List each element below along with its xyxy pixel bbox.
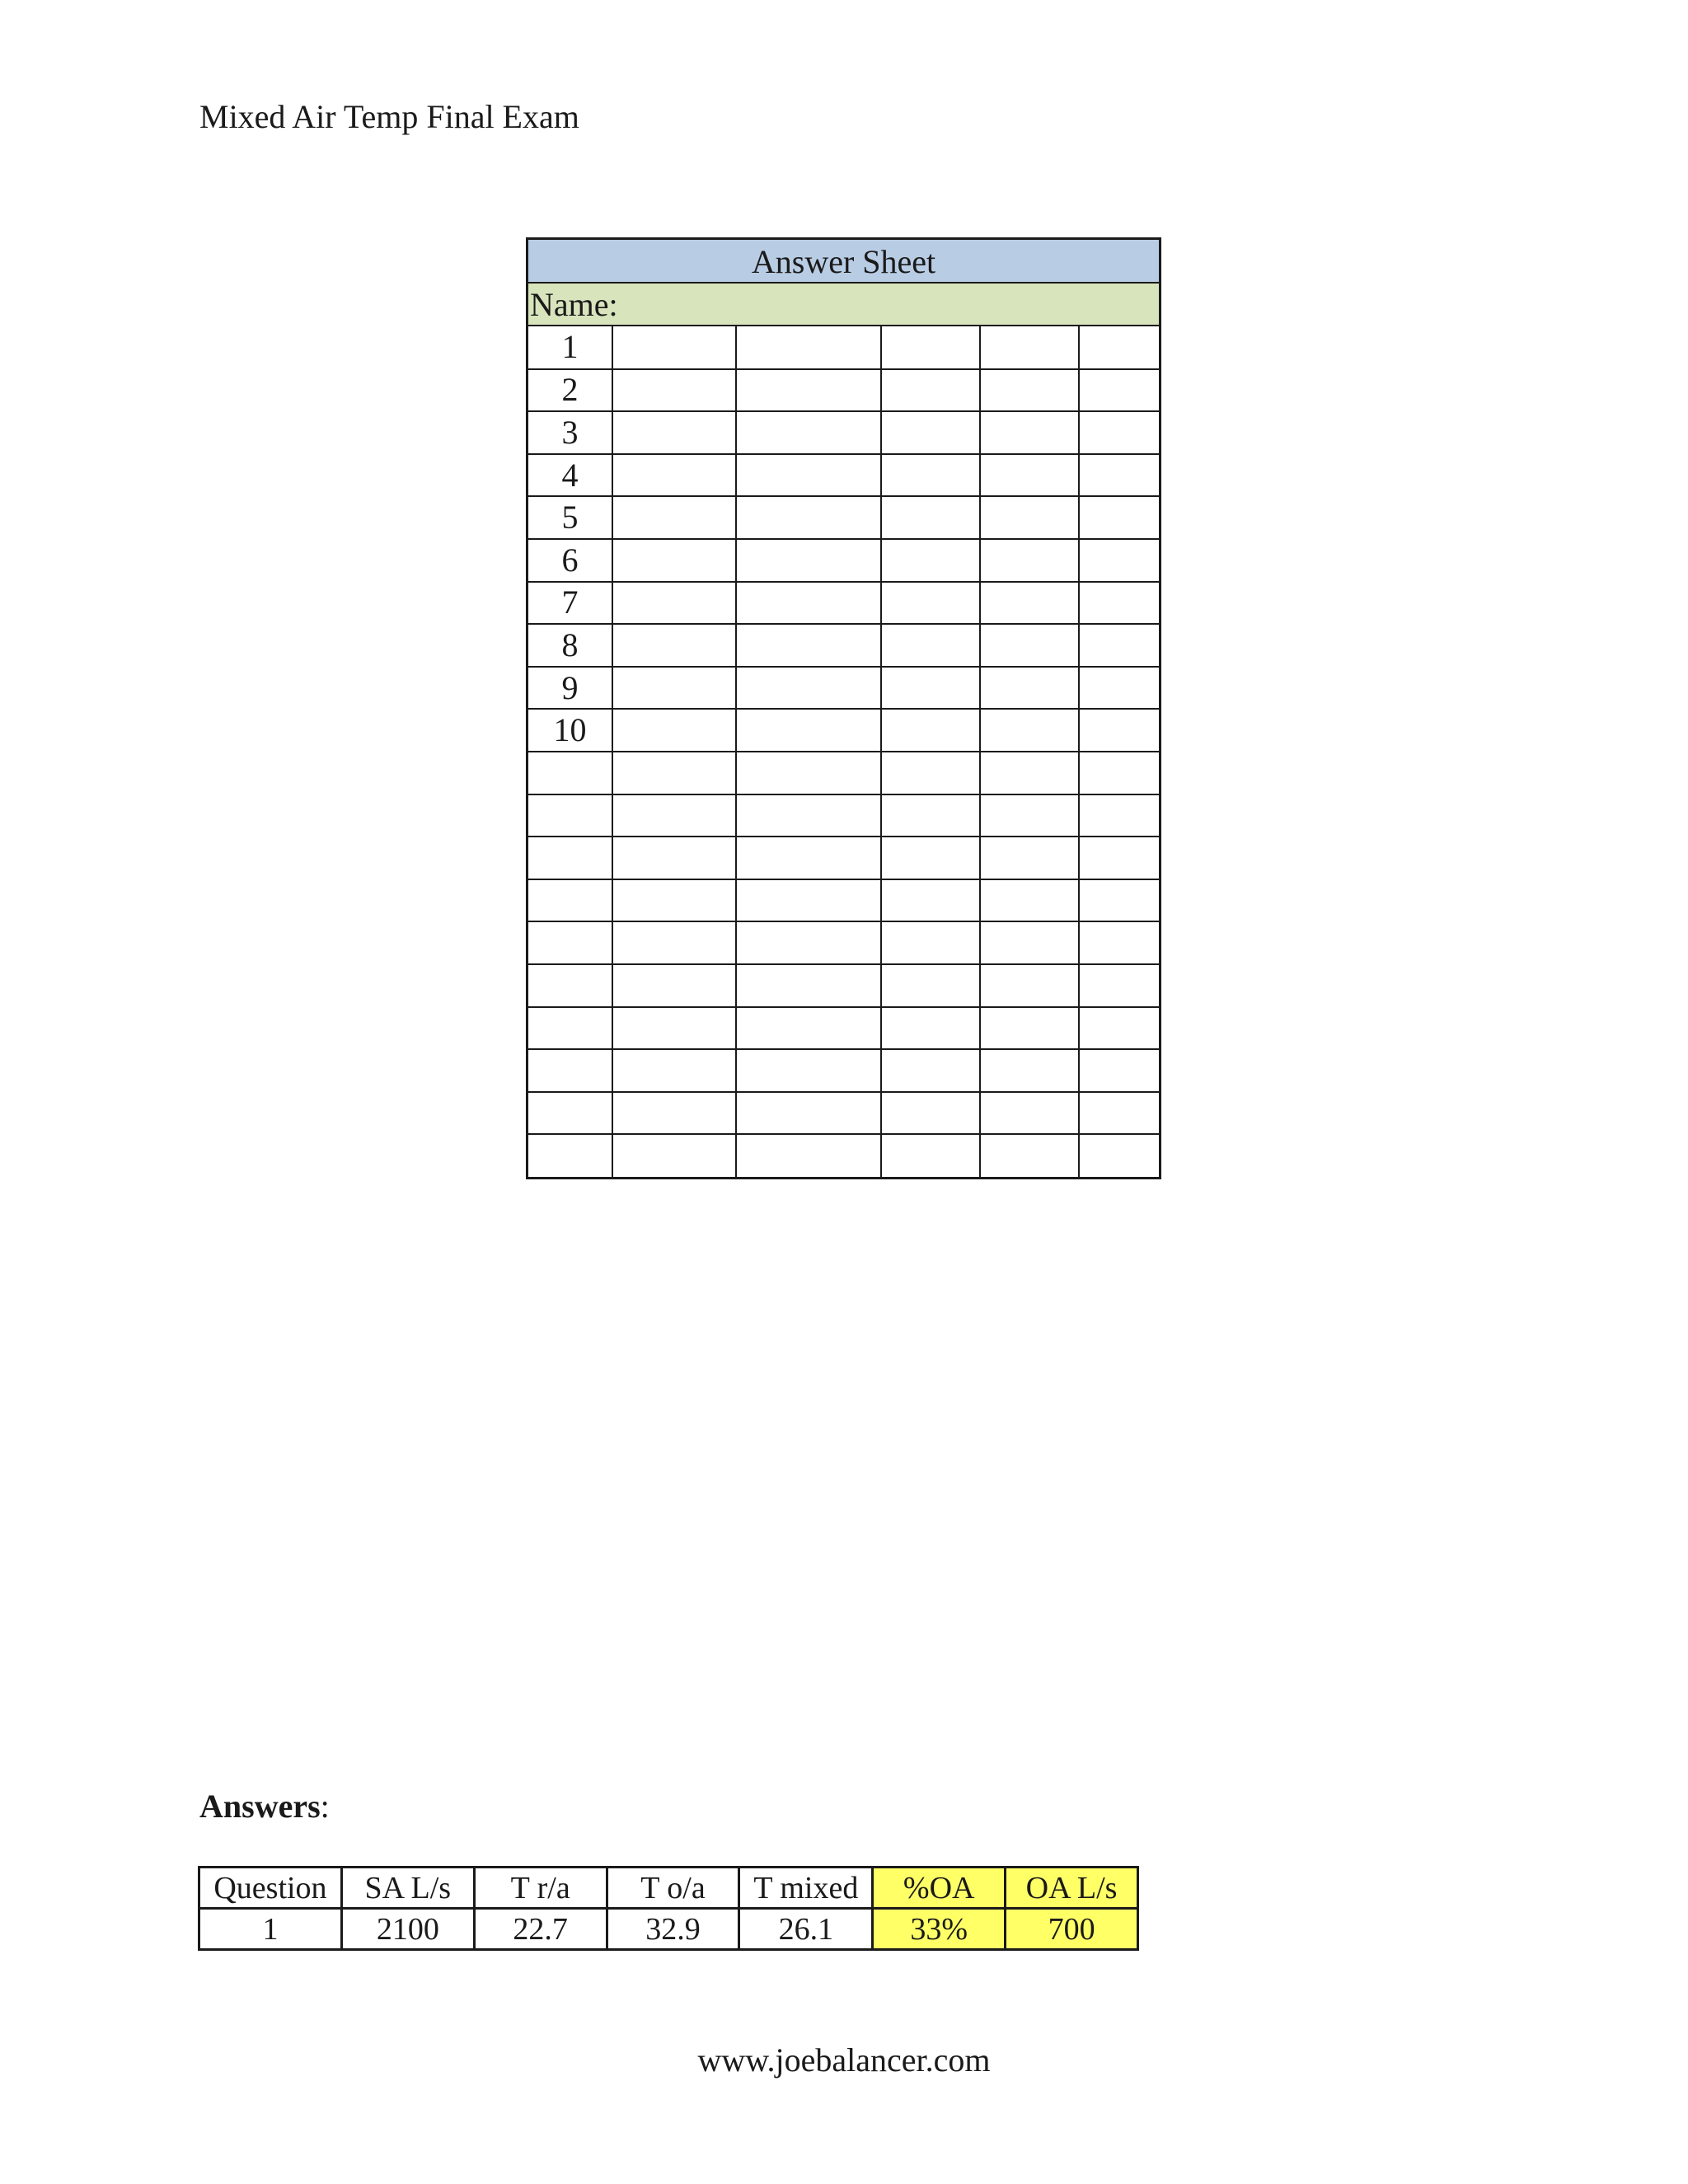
row-number <box>528 879 612 922</box>
row-number: 8 <box>528 624 612 667</box>
answer-cell <box>881 411 980 454</box>
answer-sheet-row <box>528 1049 1159 1092</box>
row-number <box>528 752 612 794</box>
answer-cell <box>612 1049 736 1092</box>
answers-cell: 1 <box>199 1909 342 1950</box>
answer-cell <box>980 582 1079 625</box>
answer-cell <box>881 879 980 922</box>
answer-cell <box>736 879 881 922</box>
answer-cell <box>881 837 980 879</box>
answer-cell <box>736 454 881 497</box>
answer-cell <box>612 752 736 794</box>
answer-cell <box>1079 709 1159 752</box>
answer-sheet-row <box>528 709 1159 752</box>
answer-cell <box>980 1049 1079 1092</box>
answers-header-cell: T mixed <box>739 1868 873 1909</box>
answer-cell <box>1079 326 1159 369</box>
answer-cell <box>980 1134 1079 1177</box>
answer-cell <box>1079 496 1159 539</box>
answer-cell <box>881 624 980 667</box>
answer-cell <box>736 752 881 794</box>
answer-sheet-row <box>528 964 1159 1007</box>
answer-cell <box>736 326 881 369</box>
answer-cell <box>736 921 881 964</box>
row-number: 7 <box>528 582 612 625</box>
answers-heading <box>199 1787 330 1826</box>
answer-sheet-row <box>528 752 1159 794</box>
answer-cell <box>881 667 980 710</box>
answer-cell <box>1079 539 1159 582</box>
answer-cell <box>980 794 1079 837</box>
answer-cell <box>612 837 736 879</box>
answers-header-cell: Question <box>199 1868 342 1909</box>
answers-cell: 26.1 <box>739 1909 873 1950</box>
answers-header-cell: T r/a <box>474 1868 607 1909</box>
answer-cell <box>736 369 881 412</box>
answer-cell <box>736 1134 881 1177</box>
answer-cell <box>736 667 881 710</box>
answer-cell <box>612 411 736 454</box>
answer-cell <box>980 709 1079 752</box>
row-number: 1 <box>528 326 612 369</box>
answer-cell <box>612 709 736 752</box>
answer-cell <box>736 1092 881 1135</box>
row-number: 2 <box>528 369 612 412</box>
answer-cell <box>881 1134 980 1177</box>
answer-cell <box>881 964 980 1007</box>
answer-cell <box>736 624 881 667</box>
answer-sheet-row <box>528 1092 1159 1135</box>
answer-cell <box>980 369 1079 412</box>
answer-cell <box>612 369 736 412</box>
answer-sheet-row <box>528 539 1159 582</box>
answers-cell-highlighted: 700 <box>1006 1909 1138 1950</box>
answer-cell <box>612 539 736 582</box>
answer-sheet-row <box>528 921 1159 964</box>
answer-cell <box>612 667 736 710</box>
answer-cell <box>881 326 980 369</box>
answers-header-cell-highlighted: %OA <box>873 1868 1006 1909</box>
answer-cell <box>736 411 881 454</box>
answer-cell <box>881 582 980 625</box>
answer-cell <box>1079 879 1159 922</box>
answer-cell <box>736 582 881 625</box>
footer-url: www.joebalancer.com <box>697 2041 991 2079</box>
answer-sheet-row <box>528 1007 1159 1050</box>
answer-cell <box>980 624 1079 667</box>
answer-cell <box>980 921 1079 964</box>
answer-sheet-row <box>528 794 1159 837</box>
row-number: 3 <box>528 411 612 454</box>
answer-cell <box>881 921 980 964</box>
answer-cell <box>1079 411 1159 454</box>
row-number <box>528 1007 612 1050</box>
answer-sheet-row <box>528 411 1159 454</box>
answer-cell <box>881 1049 980 1092</box>
answer-cell <box>980 752 1079 794</box>
answer-sheet-row <box>528 1134 1159 1177</box>
answer-cell <box>881 369 980 412</box>
row-number: 6 <box>528 539 612 582</box>
row-number <box>528 1092 612 1135</box>
answers-header-cell-highlighted: OA L/s <box>1006 1868 1138 1909</box>
answer-cell <box>612 496 736 539</box>
answer-cell <box>1079 369 1159 412</box>
answer-cell <box>980 411 1079 454</box>
answer-cell <box>612 921 736 964</box>
answer-cell <box>980 1092 1079 1135</box>
answer-cell <box>1079 837 1159 879</box>
answer-sheet-row <box>528 624 1159 667</box>
answer-cell <box>980 496 1079 539</box>
answer-sheet-row <box>528 582 1159 625</box>
answers-cell: 2100 <box>341 1909 474 1950</box>
row-number <box>528 794 612 837</box>
answer-cell <box>1079 624 1159 667</box>
answer-cell <box>612 794 736 837</box>
answers-table <box>198 1866 1139 1951</box>
answer-cell <box>980 667 1079 710</box>
answer-sheet-row <box>528 879 1159 922</box>
answer-cell <box>612 582 736 625</box>
row-number: 9 <box>528 667 612 710</box>
answer-cell <box>612 1007 736 1050</box>
row-number: 5 <box>528 496 612 539</box>
answer-cell <box>612 964 736 1007</box>
answer-cell <box>612 454 736 497</box>
answers-header-cell: T o/a <box>607 1868 739 1909</box>
answer-grid <box>528 326 1159 1177</box>
row-number <box>528 921 612 964</box>
row-number <box>528 1049 612 1092</box>
answers-header-row <box>199 1868 1138 1909</box>
answers-header-cell: SA L/s <box>341 1868 474 1909</box>
row-number: 10 <box>528 709 612 752</box>
answer-cell <box>1079 1007 1159 1050</box>
answers-heading-bold: Answers <box>199 1788 321 1825</box>
answer-cell <box>980 326 1079 369</box>
answer-cell <box>980 454 1079 497</box>
answer-cell <box>736 837 881 879</box>
answer-cell <box>736 1007 881 1050</box>
answer-cell <box>1079 1092 1159 1135</box>
answer-cell <box>881 709 980 752</box>
answer-cell <box>881 496 980 539</box>
row-number <box>528 1134 612 1177</box>
answer-sheet-row <box>528 454 1159 497</box>
row-number: 4 <box>528 454 612 497</box>
answer-cell <box>612 879 736 922</box>
answer-cell <box>1079 454 1159 497</box>
answer-cell <box>612 1134 736 1177</box>
answer-cell <box>612 326 736 369</box>
answer-cell <box>980 539 1079 582</box>
answers-cell-highlighted: 33% <box>873 1909 1006 1950</box>
answer-sheet-row <box>528 369 1159 412</box>
row-number <box>528 964 612 1007</box>
answers-heading-colon: : <box>320 1788 330 1825</box>
answer-cell <box>736 709 881 752</box>
answer-cell <box>1079 667 1159 710</box>
answer-cell <box>881 1092 980 1135</box>
answer-cell <box>1079 1049 1159 1092</box>
answer-cell <box>736 496 881 539</box>
answer-sheet-row <box>528 667 1159 710</box>
answer-cell <box>1079 794 1159 837</box>
answer-cell <box>1079 964 1159 1007</box>
answer-cell <box>980 964 1079 1007</box>
answer-cell <box>881 752 980 794</box>
answer-cell <box>980 879 1079 922</box>
document-title: Mixed Air Temp Final Exam <box>199 98 579 135</box>
answer-cell <box>736 539 881 582</box>
answer-cell <box>881 794 980 837</box>
answer-sheet-row <box>528 496 1159 539</box>
answer-cell <box>736 964 881 1007</box>
answer-sheet-header: Answer Sheet <box>528 240 1159 284</box>
answers-cell: 22.7 <box>474 1909 607 1950</box>
answer-cell <box>881 539 980 582</box>
answers-cell: 32.9 <box>607 1909 739 1950</box>
answer-cell <box>1079 752 1159 794</box>
answer-cell <box>881 1007 980 1050</box>
answer-cell <box>612 1092 736 1135</box>
answer-cell <box>1079 582 1159 625</box>
answer-cell <box>736 1049 881 1092</box>
answer-cell <box>736 794 881 837</box>
answer-sheet-row <box>528 837 1159 879</box>
answer-sheet <box>526 237 1161 1179</box>
answer-cell <box>1079 921 1159 964</box>
answer-sheet-row <box>528 326 1159 369</box>
answers-data-row <box>199 1909 1138 1950</box>
answer-cell <box>612 624 736 667</box>
name-field: Name: <box>528 284 1159 326</box>
row-number <box>528 837 612 879</box>
answer-cell <box>980 1007 1079 1050</box>
answer-cell <box>980 837 1079 879</box>
answer-cell <box>881 454 980 497</box>
answer-cell <box>1079 1134 1159 1177</box>
